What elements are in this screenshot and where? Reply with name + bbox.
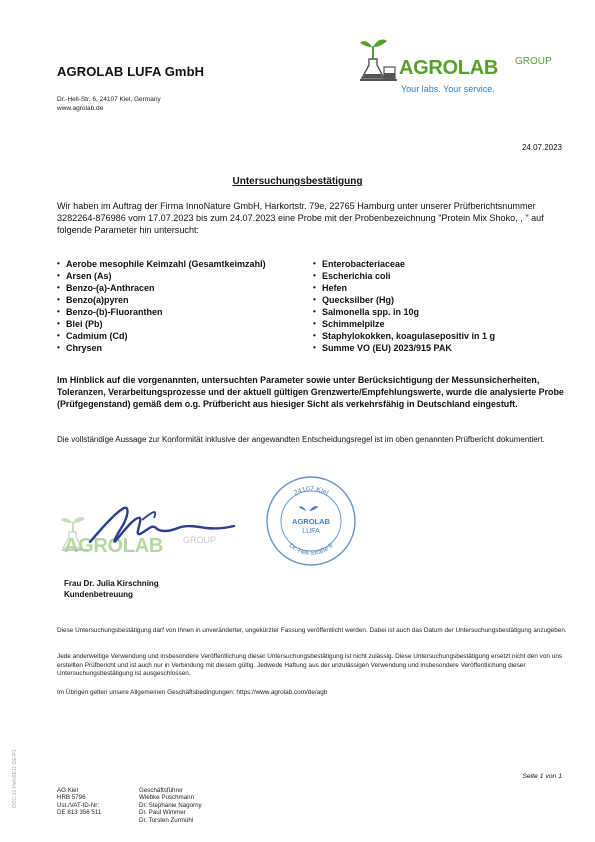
- logo-group-label: GROUP: [515, 56, 552, 67]
- footer-line: Wiebke Puschmann: [139, 794, 195, 802]
- official-stamp-icon: [263, 473, 359, 569]
- stamp-line2: LUFA: [302, 528, 320, 535]
- footer-line: AG Kiel: [57, 787, 78, 794]
- footer-registration: [57, 787, 101, 817]
- document-title: Untersuchungsbestätigung: [232, 176, 363, 187]
- signer-role: Kundenbetreuung: [64, 590, 133, 599]
- parameter-item: • Staphylokokken, koagulasepositiv in 1 g: [313, 330, 495, 342]
- footer-line: HRB 5796: [57, 794, 86, 802]
- watermark-wordmark: AGROLAB: [64, 535, 164, 557]
- footer-line: Ust./VAT-ID-Nr:: [57, 801, 100, 809]
- stamp-top-text: 24107 Kiel: [292, 485, 330, 498]
- svg-text:Dr.-Hell-Straße 6: [288, 542, 335, 557]
- parameter-item: • Chrysen: [57, 342, 266, 354]
- signature-icon: [82, 498, 242, 550]
- parameter-list-left: [57, 258, 266, 354]
- side-document-code: DOC-31-Hell-BE11-DE-P1: [12, 749, 18, 808]
- signer-block: [64, 578, 159, 600]
- parameter-item: • Arsen (As): [57, 270, 266, 282]
- address-website: www.agrolab.de: [57, 104, 104, 112]
- footer-line: DE 813 356 511: [57, 809, 102, 817]
- parameter-item: • Summe VO (EU) 2023/915 PAK: [313, 342, 495, 354]
- address-street: Dr.-Hell-Str. 6, 24107 Kiel, Germany: [57, 96, 161, 103]
- conclusion-paragraph: Im Hinblick auf die vorgenannten, untersuchten Parameter sowie unter Berücksichtigung der Messunsicherheiten, Toleranzen, Verarbeitungsprozesse und der aktuell gültigen Grenzwerte/Empfehlungswerte, wurde die analysierte Probe (Prüfgegenstand) gemäß dem o.g. Prüfbericht aus hiesiger Sicht als verkehrsfähig in Deutschland eingestuft.: [57, 375, 564, 409]
- stamp-line1: AGROLAB: [292, 517, 330, 526]
- parameter-item: • Benzo-(a)-Anthracen: [57, 282, 266, 294]
- signer-name: Frau Dr. Julia Kirschning: [64, 579, 159, 588]
- parameter-item: • Enterobacteriaceae: [313, 258, 495, 270]
- footer-line: Dr. Torsten Zurmühl: [139, 816, 194, 824]
- parameter-item: • Schimmelpilze: [313, 318, 495, 330]
- footer-line: Dr. Stephanie Nagorny: [139, 801, 202, 809]
- fineprint-publication: Diese Untersuchungsbestätigung darf von Ihnen in unveränderter, ungekürzter Fassung veröffentlicht werden. Dabei ist auch das Datum der Untersuchungsbestätigung anzugeben.: [57, 627, 567, 634]
- parameter-item: • Cadmium (Cd): [57, 330, 266, 342]
- company-address: [57, 96, 161, 113]
- footer-line: Geschäftsführer: [139, 787, 184, 794]
- company-name: AGROLAB LUFA GmbH: [57, 64, 205, 79]
- logo-tagline: Your labs. Your service.: [401, 84, 495, 94]
- parameter-item: • Quecksilber (Hg): [313, 294, 495, 306]
- parameter-item: • Escherichia coli: [313, 270, 495, 282]
- parameter-list-right: [313, 258, 495, 354]
- parameter-item: • Aerobe mesophile Keimzahl (Gesamtkeimzahl): [57, 258, 266, 270]
- document-date: 24.07.2023: [521, 143, 562, 152]
- fineprint-liability: Jede anderweitige Verwendung und insbesondere Veröffentlichung dieser Untersuchungsbestätigung ist nicht zulässig. Diese Untersuchungsbestätigung ersetzt nicht den von uns erstellten Prüfbericht und ist auch nur in Verbindung mit diesem gültig. Jedwede Haftung aus der unzulässigen Verwendung und insbesondere Veröffentlichung dieser Untersuchungsbestätigung ist ausgeschlossen.: [57, 653, 563, 678]
- parameter-item: • Hefen: [313, 282, 495, 294]
- page-number: Seite 1 von 1: [522, 773, 562, 780]
- stamp-bottom-text: Dr.-Hell-Straße 6: [287, 542, 335, 558]
- watermark-group-label: GROUP: [183, 535, 217, 545]
- footer-management: [139, 787, 202, 824]
- logo-wordmark: AGROLAB: [399, 57, 499, 79]
- parameter-item: • Salmonella spp. in 10g: [313, 306, 495, 318]
- fineprint-terms: Im Übrigen gelten unsere Allgemeinen Geschäftsbedingungen: https://www.agrolab.com/de/agb: [57, 689, 328, 696]
- svg-text:24107 Kiel: [293, 486, 330, 497]
- intro-paragraph: Wir haben im Auftrag der Firma InnoNature GmbH, Harkortstr. 79e, 22765 Hamburg unter unserer Prüfberichtsnummer 3282264-876986 vom 17.07.2023 bis zum 24.07.2023 eine Probe mit der Probenbezeichnung "Protein Mix Shoko, , " auf folgende Parameter hin untersucht:: [57, 201, 544, 235]
- parameter-item: • Blei (Pb): [57, 318, 266, 330]
- parameter-item: • Benzo-(b)-Fluoranthen: [57, 306, 266, 318]
- parameter-item: • Benzo(a)pyren: [57, 294, 266, 306]
- footer-line: Dr. Paul Wimmer: [139, 809, 186, 817]
- conformity-note: Die vollständige Aussage zur Konformität inklusive der angewandten Entscheidungsregel ist im oben genannten Prüfbericht dokumentiert.: [57, 435, 545, 444]
